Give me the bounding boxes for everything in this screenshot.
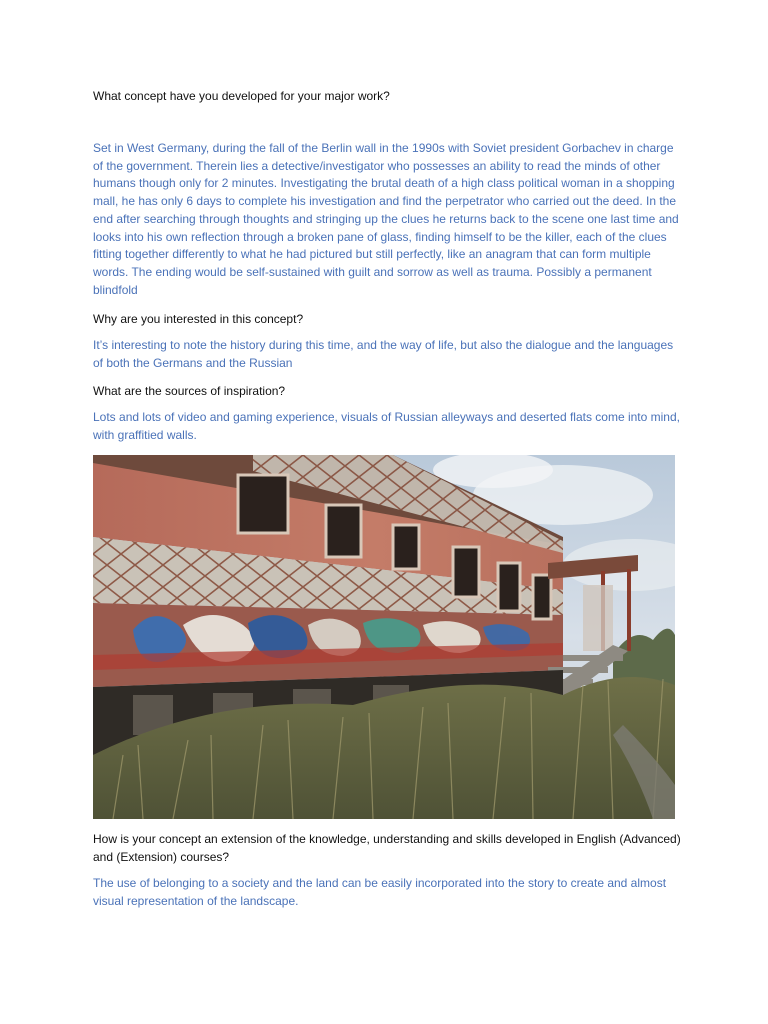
question-concept: What concept have you developed for your major work?	[93, 89, 390, 103]
question-extension: How is your concept an extension of the knowledge, understanding and skills developed in English (Advanced) and (Extension) courses?	[93, 832, 681, 864]
answer-concept: Set in West Germany, during the fall of the Berlin wall in the 1990s with Soviet president Gorbachev in charge of the government. Therein lies a detective/investigator who possesses an ability to read the minds of other humans though only for 2 minutes. Investigating the brutal death of a high class political woman in a shopping mall, he has only 6 days to complete his investigation and find the perpetrator who carried out the deed. In the end after searching through thoughts and stringing up the clues he returns back to the scene one last time and looks into his own reflection through a broken pane of glass, finding himself to be the killer, each of the clues fitting together differently to what he had pictured but still perfectly, like an anagram that can form multiple words. The ending would be self-sustained with guilt and sorrow as well as trauma. Possibly a permanent blindfold	[93, 141, 679, 297]
question-inspiration: What are the sources of inspiration?	[93, 384, 286, 398]
answer-extension: The use of belonging to a society and the land can be easily incorporated into the story to create and almost visual representation of the landscape.	[93, 876, 667, 908]
answer-interest: It’s interesting to note the history during this time, and the way of life, but also the dialogue and the languages of both the Germans and the Russian	[93, 338, 674, 370]
question-interest: Why are you interested in this concept?	[93, 312, 304, 326]
abandoned-building-photo	[93, 455, 675, 819]
answer-inspiration: Lots and lots of video and gaming experience, visuals of Russian alleyways and deserted flats come into mind, with graffitied walls.	[93, 410, 680, 442]
